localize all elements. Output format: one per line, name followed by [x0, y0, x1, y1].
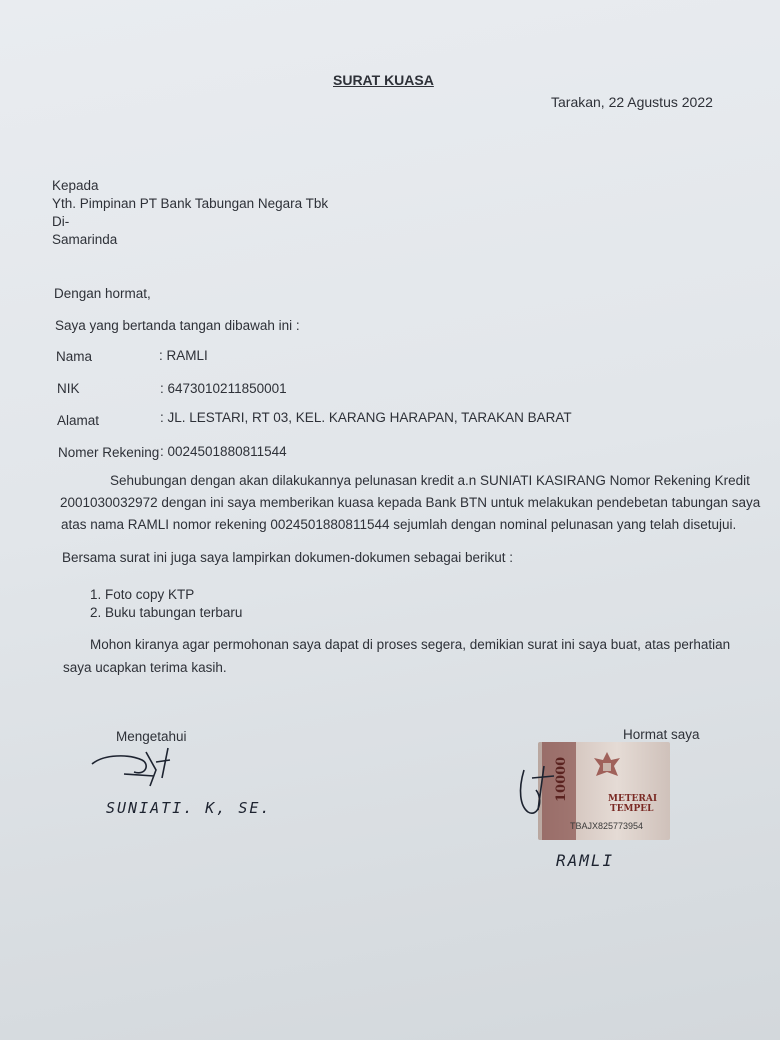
- attachment-item: 1. Foto copy KTP: [90, 587, 195, 602]
- attachments-intro: Bersama surat ini juga saya lampirkan dokumen-dokumen sebagai berikut :: [62, 550, 513, 565]
- greeting: Dengan hormat,: [54, 286, 151, 301]
- letter-title: SURAT KUASA: [333, 72, 434, 88]
- recipient-line: Di-: [52, 214, 70, 229]
- field-label-nama: Nama: [56, 349, 93, 364]
- field-value-alamat: : JL. LESTARI, RT 03, KEL. KARANG HARAPAN, TARAKAN BARAT: [160, 410, 572, 425]
- recipient-line: Samarinda: [52, 232, 118, 247]
- field-label-nik: NIK: [57, 381, 80, 396]
- recipient-line: Kepada: [52, 178, 99, 193]
- body-line: atas nama RAMLI nomor rekening 0024501880811544 sejumlah dengan nominal pelunasan yang telah disetujui.: [61, 517, 737, 532]
- stamp-line1: METERAI: [608, 794, 658, 804]
- field-label-alamat: Alamat: [57, 413, 100, 428]
- place-date: Tarakan, 22 Agustus 2022: [551, 94, 713, 110]
- left-sign-name: SUNIATI. K, SE.: [106, 799, 272, 817]
- closing-line: saya ucapkan terima kasih.: [63, 660, 227, 675]
- garuda-emblem-icon: [592, 750, 622, 784]
- attachment-item: 2. Buku tabungan terbaru: [90, 605, 243, 620]
- field-value-rekening: : 0024501880811544: [160, 444, 287, 459]
- recipient-line: Yth. Pimpinan PT Bank Tabungan Negara Tbk: [52, 196, 329, 211]
- field-label-rekening: Nomer Rekening: [58, 445, 160, 460]
- signature-scribble-right: [514, 760, 564, 830]
- stamp-value: 10000: [554, 756, 569, 802]
- stamp-line2: TEMPEL: [610, 804, 654, 814]
- field-value-nama: : RAMLI: [159, 348, 208, 363]
- body-line: 2001030032972 dengan ini saya memberikan kuasa kepada Bank BTN untuk melakukan pendebetan tabungan saya: [60, 495, 761, 510]
- closing-line: Mohon kiranya agar permohonan saya dapat di proses segera, demikian surat ini saya buat, atas perhatian: [90, 637, 731, 652]
- right-sign-name: RAMLI: [556, 851, 615, 870]
- intro: Saya yang bertanda tangan dibawah ini :: [55, 318, 300, 333]
- left-sign-label: Mengetahui: [116, 729, 187, 744]
- field-value-nik: : 6473010211850001: [160, 381, 287, 396]
- stamp-serial: TBAJX825773954: [570, 821, 644, 831]
- signature-scribble-left: [84, 742, 204, 792]
- body-line: Sehubungan dengan akan dilakukannya pelunasan kredit a.n SUNIATI KASIRANG Nomor Rekening Kredit: [110, 473, 750, 488]
- right-sign-label: Hormat saya: [623, 727, 700, 742]
